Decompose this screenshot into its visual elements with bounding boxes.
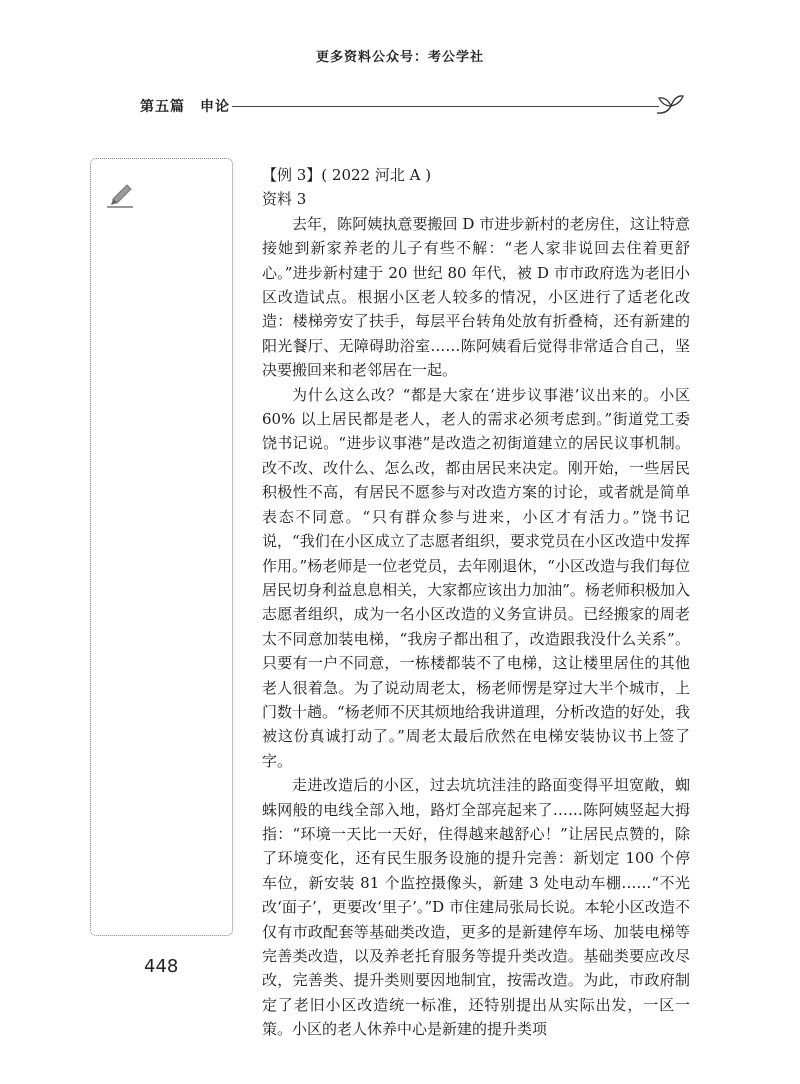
material-label: 资料 3	[262, 190, 307, 209]
paragraph-3: 走进改造后的小区，过去坑坑洼洼的路面变得平坦宽敞，蜘蛛网般的电线全部入地，路灯全部亮起来了……陈阿姨竖起大拇指：“环境一天比一天好，住得越来越舒心！”让居民点赞的，除了环境变化，还有民生服务设施的提升完善：新划定 100 个停车位，新安装 81 个监控摄像头，新建 3 处电动车棚……“不光改‘面子’，更要改‘里子’。”D 市住建局张局长说。本轮小区改造不仅有市政配套等基础类改造，更多的是新建停车场、加装电梯等完善类改造，以及养老托育服务等提升类改造。基础类要应改尽改，完善类、提升类则要因地制宜，按需改造。为此，市政府制定了老旧小区改造统一标准，还特别提出从实际出发，一区一策。小区的老人休养中心是新建的提升类项	[262, 776, 690, 1039]
page-number: 448	[144, 956, 179, 977]
example-label: 【例 3】( 2022 河北 A )	[262, 166, 432, 184]
main-content	[262, 163, 690, 1042]
paragraph-2: 为什么这么改？“都是大家在‘进步议事港’议出来的。小区 60% 以上居民都是老人，老人的需求必须考虑到。”街道党工委饶书记说。“进步议事港”是改造之初街道建立的居民议事机制。改不改、改什么、怎么改，都由居民来决定。刚开始，一些居民积极性不高，有居民不愿参与对改造方案的讨论，或者就是简单表态不同意。“只有群众参与进来，小区才有活力。”饶书记说，“我们在小区成立了志愿者组织，要求党员在小区改造中发挥作用。”杨老师是一位老党员，去年刚退休，“小区改造与我们每位居民切身利益息息相关，大家都应该出力加油”。杨老师积极加入志愿者组织，成为一名小区改造的义务宣讲员。已经搬家的周老太不同意加装电梯，“我房子都出租了，改造跟我没什么关系”。只要有一户不同意，一栋楼都装不了电梯，这让楼里居住的其他老人很着急。为了说动周老太，杨老师愣是穿过大半个城市，上门数十趟。“杨老师不厌其烦地给我讲道理，分析改造的好处，我被这份真诚打动了。”周老太最后欣然在电梯安装协议书上签了字。	[262, 385, 690, 770]
notes-sidebar	[90, 158, 233, 936]
chapter-title: 第五篇 申论	[140, 99, 230, 115]
page-header	[140, 92, 685, 118]
sprout-icon	[655, 92, 685, 116]
top-banner: 更多资料公众号：考公学社	[315, 50, 484, 65]
pencil-icon	[103, 179, 137, 209]
header-rule	[232, 106, 659, 107]
paragraph-1: 去年，陈阿姨执意要搬回 D 市进步新村的老房住，这让特意接她到新家养老的儿子有些不解：“老人家非说回去住着更舒心。”进步新村建于 20 世纪 80 年代，被 D 市市政府选为老旧小区改造试点。根据小区老人较多的情况，小区进行了适老化改造：楼梯旁安了扶手，每层平台转角处放有折叠椅，还有新建的阳光餐厅、无障碍助浴室……陈阿姨看后觉得非常适合自己，坚决要搬回来和老邻居在一起。	[262, 214, 690, 380]
